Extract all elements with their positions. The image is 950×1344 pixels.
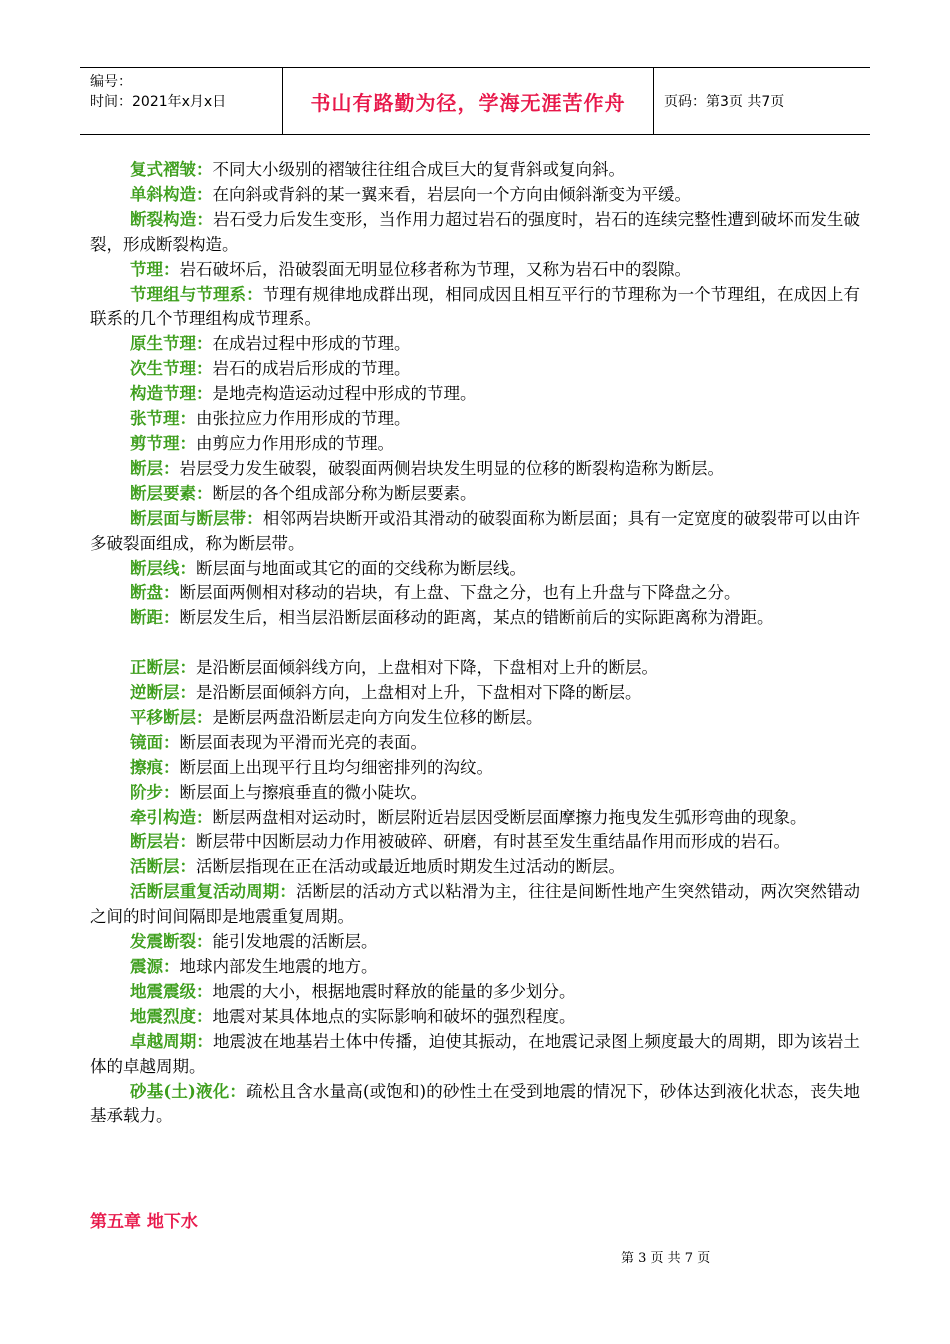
definition-text: 是沿断层面倾斜线方向，上盘相对下降，下盘相对上升的断层。 (196, 658, 658, 678)
definition-paragraph (90, 432, 860, 457)
definition-paragraph (90, 656, 860, 681)
definition-paragraph (90, 382, 860, 407)
definition-text: 断层两盘相对运动时，断层附近岩层因受断层面摩擦力拖曳发生弧形弯曲的现象。 (212, 807, 807, 827)
definition-paragraph (90, 731, 860, 756)
definition-text: 岩层受力发生破裂，破裂面两侧岩块发生明显的位移的断裂构造称为断层。 (179, 458, 724, 478)
definition-paragraph (90, 183, 860, 208)
document-date: 时间：2021年x月x日 (90, 94, 227, 110)
definition-text: 断层带中因断层动力作用被破碎、研磨，有时甚至发生重结晶作用而形成的岩石。 (196, 832, 790, 852)
definition-term: 张节理： (130, 409, 196, 429)
definition-paragraph (90, 681, 860, 706)
definition-term: 断层面与断层带： (130, 508, 263, 528)
document-body (90, 158, 860, 1129)
definition-paragraph (90, 208, 860, 258)
definition-text: 地震对某具体地点的实际影响和破坏的强烈程度。 (212, 1006, 576, 1026)
document-number-label: 编号： (90, 74, 132, 90)
definition-term: 断层岩： (130, 832, 196, 852)
header-meta (80, 68, 282, 134)
definition-term: 复式褶皱： (130, 160, 213, 179)
definition-text: 是地壳构造运动过程中形成的节理。 (212, 384, 477, 404)
definition-text: 是沿断层面倾斜方向，上盘相对上升，下盘相对下降的断层。 (196, 683, 642, 703)
header-motto-cell (282, 68, 654, 134)
definition-term: 次生节理： (130, 359, 213, 379)
definition-paragraph (90, 258, 860, 283)
definition-term: 阶步： (130, 782, 180, 802)
definition-term: 镜面： (130, 732, 180, 752)
definition-term: 断裂构造： (130, 209, 213, 229)
blank-line (90, 631, 860, 656)
definition-text: 断层面两侧相对移动的岩块，有上盘、下盘之分，也有上升盘与下降盘之分。 (179, 583, 741, 603)
definition-term: 逆断层： (130, 683, 196, 703)
definition-term: 地震烈度： (130, 1006, 213, 1026)
definition-text: 节理有规律地成群出现，相同成因且相互平行的节理称为一个节理组，在成因上有联系的几个节理组构成节理系。 (90, 284, 861, 329)
definition-term: 断层线： (130, 558, 196, 578)
definition-term: 构造节理： (130, 384, 213, 404)
definition-paragraph (90, 158, 860, 183)
definition-paragraph (90, 706, 860, 731)
definition-text: 岩石破坏后，沿破裂面无明显位移者称为节理，又称为岩石中的裂隙。 (179, 259, 691, 279)
definition-paragraph (90, 880, 860, 930)
definition-paragraph (90, 606, 860, 631)
definition-paragraph (90, 507, 860, 557)
definition-text: 由张拉应力作用形成的节理。 (196, 409, 411, 429)
definition-term: 地震震级： (130, 981, 213, 1001)
definition-text: 断层面与地面或其它的面的交线称为断层线。 (196, 558, 526, 578)
definition-paragraph (90, 930, 860, 955)
definition-paragraph (90, 581, 860, 606)
chapter-heading: 第五章 地下水 (90, 1212, 198, 1232)
definition-text: 地球内部发生地震的地方。 (179, 956, 378, 976)
header-page-info: 页码：第3页 共7页 (664, 94, 785, 110)
definition-text: 地震的大小，根据地震时释放的能量的多少划分。 (212, 981, 576, 1001)
definition-term: 节理组与节理系： (130, 284, 263, 304)
definition-paragraph (90, 756, 860, 781)
definition-text: 断层面上出现平行且均匀细密排列的沟纹。 (179, 757, 493, 777)
definition-paragraph (90, 855, 860, 880)
definition-paragraph (90, 283, 860, 333)
definition-term: 牵引构造： (130, 807, 213, 827)
definition-paragraph (90, 830, 860, 855)
definition-term: 剪节理： (130, 433, 196, 453)
definition-paragraph (90, 357, 860, 382)
definition-paragraph (90, 457, 860, 482)
definition-text: 活断层指现在正在活动或最近地质时期发生过活动的断层。 (196, 857, 625, 877)
definition-paragraph (90, 1005, 860, 1030)
definition-text: 岩石受力后发生变形，当作用力超过岩石的强度时，岩石的连续完整性遭到破坏而发生破裂，形成断裂构造。 (90, 209, 861, 254)
definition-text: 是断层两盘沿断层走向方向发生位移的断层。 (212, 707, 543, 727)
header-motto: 书山有路勤为径，学海无涯苦作舟 (310, 90, 626, 115)
definition-text: 不同大小级别的褶皱往往组合成巨大的复背斜或复向斜。 (212, 160, 625, 179)
definition-paragraph (90, 1080, 860, 1130)
definition-paragraph (90, 806, 860, 831)
definition-term: 断盘： (130, 583, 180, 603)
definition-paragraph (90, 482, 860, 507)
definition-term: 活断层重复活动周期： (130, 882, 296, 902)
definition-paragraph (90, 1030, 860, 1080)
definition-term: 单斜构造： (130, 184, 213, 204)
definition-term: 震源： (130, 956, 180, 976)
definition-term: 平移断层： (130, 707, 213, 727)
definition-text: 断层面上与擦痕垂直的微小陡坎。 (179, 782, 427, 802)
definition-text: 断层面表现为平滑而光亮的表面。 (179, 732, 427, 752)
definition-term: 原生节理： (130, 334, 213, 354)
definition-term: 正断层： (130, 658, 196, 678)
definition-term: 断层： (130, 458, 180, 478)
definition-term: 发震断裂： (130, 932, 213, 952)
definition-term: 擦痕： (130, 757, 180, 777)
definition-text: 断层发生后，相当层沿断层面移动的距离，某点的错断前后的实际距离称为滑距。 (179, 608, 774, 628)
definition-text: 由剪应力作用形成的节理。 (196, 433, 394, 453)
definition-paragraph (90, 557, 860, 582)
page-header (80, 67, 870, 135)
definition-term: 卓越周期： (130, 1031, 213, 1051)
definition-text: 能引发地震的活断层。 (212, 932, 378, 952)
definition-term: 断层要素： (130, 483, 213, 503)
page-footer: 第 3 页 共 7 页 (621, 1251, 711, 1266)
definition-term: 活断层： (130, 857, 196, 877)
definition-paragraph (90, 407, 860, 432)
definition-paragraph (90, 980, 860, 1005)
definition-paragraph (90, 332, 860, 357)
definition-text: 疏松且含水量高(或饱和)的砂性土在受到地震的情况下，砂体达到液化状态，丧失地基承载力。 (90, 1081, 860, 1126)
definition-text: 活断层的活动方式以粘滑为主，往往是间断性地产生突然错动，两次突然错动之间的时间间隔即是地震重复周期。 (90, 882, 861, 927)
definition-text: 在成岩过程中形成的节理。 (212, 334, 411, 354)
definition-paragraph (90, 781, 860, 806)
definition-text: 地震波在地基岩土体中传播，迫使其振动，在地震记录图上频度最大的周期，即为该岩土体的卓越周期。 (90, 1031, 861, 1076)
definition-text: 断层的各个组成部分称为断层要素。 (212, 483, 477, 503)
definition-text: 岩石的成岩后形成的节理。 (212, 359, 411, 379)
definition-term: 节理： (130, 259, 180, 279)
definition-paragraph (90, 955, 860, 980)
definition-text: 相邻两岩块断开或沿其滑动的破裂面称为断层面；具有一定宽度的破裂带可以由许多破裂面组成，称为断层带。 (90, 508, 861, 553)
definition-text: 在向斜或背斜的某一翼来看，岩层向一个方向由倾斜渐变为平缓。 (212, 184, 691, 204)
definition-term: 断距： (130, 608, 180, 628)
definition-term: 砂基(土)液化： (130, 1081, 247, 1101)
